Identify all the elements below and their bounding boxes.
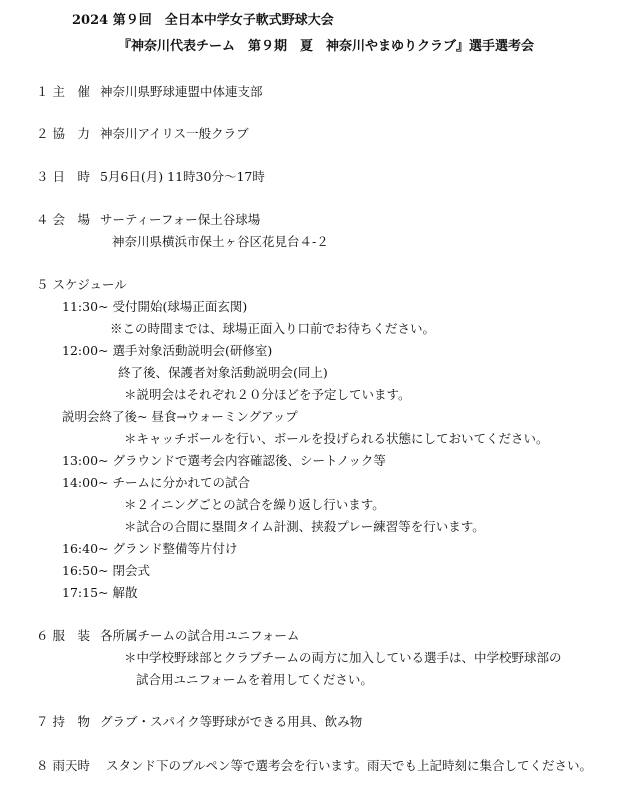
- coop-value: 神奈川アイリス一般クラブ: [100, 126, 249, 141]
- date-value: 5月6日(月) 11時30分～17時: [100, 169, 265, 184]
- rain-value: スタンド下のブルペン等で選考会を行います。雨天でも上記時刻に集合してください。: [106, 758, 593, 773]
- clothing-label: ６ 服 装: [36, 628, 90, 643]
- schedule-line: ＊２イニングごとの試合を繰り返し行います。: [124, 497, 385, 512]
- clothing-value: 各所属チームの試合用ユニフォーム: [100, 628, 300, 643]
- schedule-line: 12:00~ 選手対象活動説明会(研修室): [62, 343, 273, 358]
- schedule-line: 説明会終了後~ 昼食→ウォーミングアップ: [62, 409, 298, 424]
- venue-address: 神奈川県横浜市保土ヶ谷区花見台４‐２: [112, 234, 329, 249]
- clothing-note-continued: 試合用ユニフォームを着用してください。: [136, 672, 373, 687]
- schedule-line: ＊試合の合間に塁間タイム計測、挟殺プレー練習等を行います。: [124, 519, 485, 534]
- schedule-line: 終了後、保護者対象活動説明会(同上): [118, 365, 328, 380]
- items-label: ７ 持 物: [36, 714, 90, 729]
- schedule-line: ※この時間までは、球場正面入り口前でお待ちください。: [110, 321, 436, 336]
- venue-value: サーティーフォー保土谷球場: [100, 212, 261, 227]
- schedule-line: 13:00~ グラウンドで選考会内容確認後、シートノック等: [62, 453, 386, 468]
- schedule-line: 14:00~ チームに分かれての試合: [62, 475, 250, 490]
- venue-label: ４ 会 場: [36, 212, 90, 227]
- document-subtitle: 『神奈川代表チーム 第９期 夏 神奈川やまゆりクラブ』選手選考会: [118, 39, 535, 54]
- clothing-note: ＊中学校野球部とクラブチームの両方に加入している選手は、中学校野球部の: [124, 650, 562, 665]
- date-label: ３ 日 時: [36, 169, 90, 184]
- schedule-line: ＊説明会はそれぞれ２０分ほどを予定しています。: [124, 387, 411, 402]
- host-value: 神奈川県野球連盟中体連支部: [100, 84, 263, 99]
- host-label: １ 主 催: [36, 84, 90, 99]
- schedule-line: 11:30~ 受付開始(球場正面玄関): [62, 299, 248, 314]
- document-title: 2024 第９回 全日本中学女子軟式野球大会: [72, 13, 334, 28]
- schedule-line: 16:50~ 閉会式: [62, 563, 150, 578]
- schedule-line: ＊キャッチボールを行い、ボールを投げられる状態にしておいてください。: [124, 431, 549, 446]
- items-value: グラブ・スパイク等野球ができる用具、飲み物: [100, 714, 363, 729]
- schedule-label: ５ スケジュール: [36, 277, 127, 292]
- schedule-line: 17:15~ 解散: [62, 585, 138, 600]
- coop-label: ２ 協 力: [36, 126, 90, 141]
- schedule-line: 16:40~ グランド整備等片付け: [62, 541, 238, 556]
- rain-label: ８ 雨天時: [36, 758, 90, 773]
